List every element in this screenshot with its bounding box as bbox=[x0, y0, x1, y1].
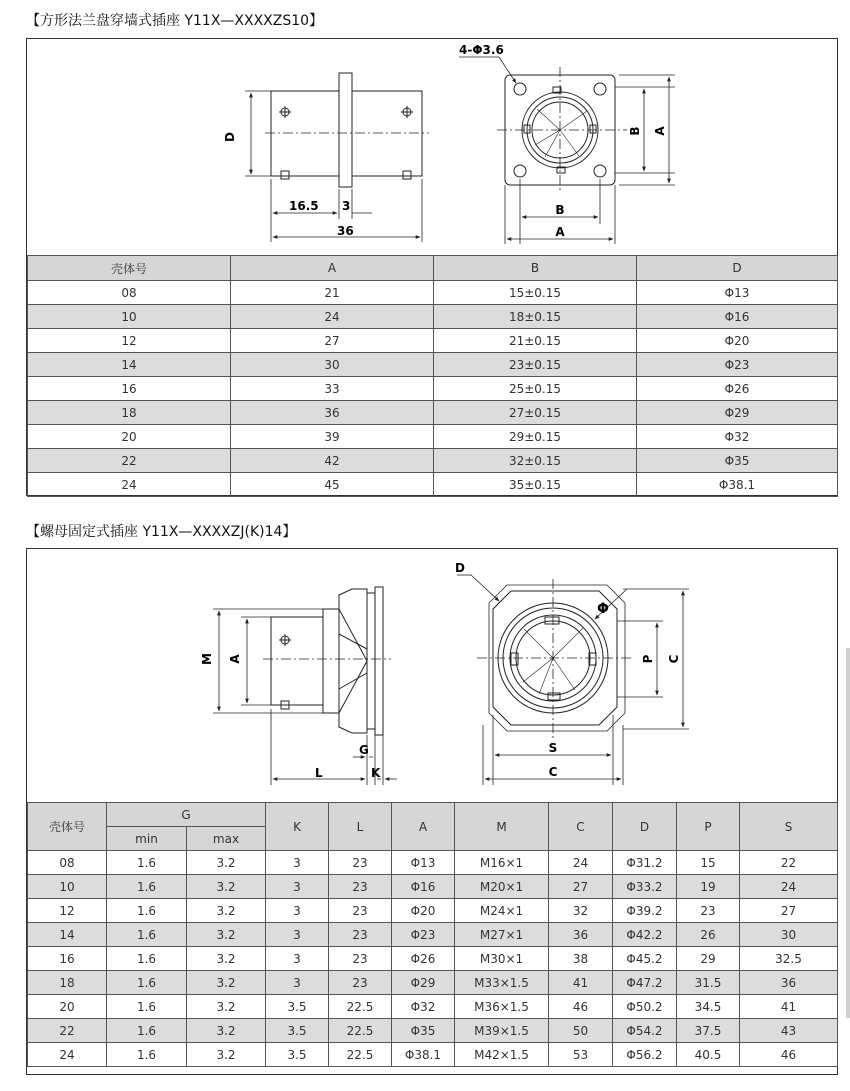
dim-G-label: G bbox=[359, 743, 369, 757]
table-cell: 22.5 bbox=[329, 995, 392, 1019]
nut-side-view bbox=[213, 587, 397, 785]
table-cell: 22 bbox=[28, 449, 231, 473]
table-cell: M30×1 bbox=[455, 947, 549, 971]
table-cell: 22 bbox=[28, 1019, 107, 1043]
table-cell: 32 bbox=[549, 899, 613, 923]
dim-D-label: D bbox=[223, 132, 237, 142]
section1-spec-table bbox=[27, 255, 838, 497]
dim-D2-label: D bbox=[455, 561, 465, 575]
table-cell: 3.2 bbox=[187, 1043, 266, 1067]
table-cell: Φ13 bbox=[637, 281, 838, 305]
col-header-G-max: max bbox=[187, 827, 266, 851]
table-cell: 24 bbox=[28, 473, 231, 497]
table-cell: 1.6 bbox=[107, 1019, 187, 1043]
table-cell: 27 bbox=[740, 899, 838, 923]
col-header-shell: 壳体号 bbox=[28, 256, 231, 281]
table-row bbox=[28, 995, 838, 1019]
table-cell: 37.5 bbox=[677, 1019, 740, 1043]
dim-36-label: 36 bbox=[337, 224, 354, 238]
dim-C-bottom-label: C bbox=[548, 765, 558, 779]
table-cell: 27±0.15 bbox=[434, 401, 637, 425]
table-cell: 20 bbox=[28, 425, 231, 449]
table-cell: 46 bbox=[740, 1043, 838, 1067]
table-cell: 16 bbox=[28, 377, 231, 401]
section2-spec-table bbox=[27, 802, 838, 1067]
table-cell: Φ32 bbox=[392, 995, 455, 1019]
col-header-D2: D bbox=[613, 803, 677, 851]
dim-3-label: 3 bbox=[342, 199, 351, 213]
table-cell: 1.6 bbox=[107, 923, 187, 947]
table-cell: 24 bbox=[549, 851, 613, 875]
dim-P-label: P bbox=[641, 654, 655, 664]
table-cell: 36 bbox=[231, 401, 434, 425]
table-cell: 3 bbox=[266, 947, 329, 971]
table-cell: 30 bbox=[231, 353, 434, 377]
table-cell: Φ13 bbox=[392, 851, 455, 875]
table-cell: Φ29 bbox=[637, 401, 838, 425]
table-cell: 35±0.15 bbox=[434, 473, 637, 497]
table-cell: 30 bbox=[740, 923, 838, 947]
dim-S-label: S bbox=[548, 741, 558, 755]
table-cell: 18±0.15 bbox=[434, 305, 637, 329]
table-cell: Φ35 bbox=[637, 449, 838, 473]
page-scrollbar[interactable] bbox=[846, 648, 850, 1018]
holes-label: 4-Φ3.6 bbox=[459, 43, 504, 57]
table-cell: Φ16 bbox=[392, 875, 455, 899]
table-row bbox=[28, 923, 838, 947]
table-cell: 36 bbox=[740, 971, 838, 995]
table-cell: Φ45.2 bbox=[613, 947, 677, 971]
table-cell: M33×1.5 bbox=[455, 971, 549, 995]
table-cell: 24 bbox=[231, 305, 434, 329]
table-cell: 1.6 bbox=[107, 851, 187, 875]
table-cell: 3.2 bbox=[187, 947, 266, 971]
table-row bbox=[28, 875, 838, 899]
table-row bbox=[28, 1043, 838, 1067]
table-cell: 23±0.15 bbox=[434, 353, 637, 377]
table-cell: M39×1.5 bbox=[455, 1019, 549, 1043]
table-cell: 3.2 bbox=[187, 923, 266, 947]
dim-L-label: L bbox=[315, 766, 323, 780]
table-cell: 1.6 bbox=[107, 971, 187, 995]
table-cell: 3 bbox=[266, 899, 329, 923]
table-cell: 08 bbox=[28, 281, 231, 305]
table-cell: 38 bbox=[549, 947, 613, 971]
table-cell: M20×1 bbox=[455, 875, 549, 899]
table-cell: 27 bbox=[549, 875, 613, 899]
table-cell: 31.5 bbox=[677, 971, 740, 995]
table-cell: 22.5 bbox=[329, 1043, 392, 1067]
table-cell: 3 bbox=[266, 923, 329, 947]
table-cell: 19 bbox=[677, 875, 740, 899]
table-cell: Φ26 bbox=[392, 947, 455, 971]
dim-K-label: K bbox=[371, 766, 381, 780]
dim-M-label: M bbox=[200, 653, 214, 665]
front-view bbox=[459, 57, 675, 244]
table-cell: 43 bbox=[740, 1019, 838, 1043]
dim-A-right-label: A bbox=[653, 126, 667, 136]
table-cell: 23 bbox=[329, 851, 392, 875]
table-cell: 3 bbox=[266, 875, 329, 899]
section1-frame bbox=[26, 38, 838, 496]
table-cell: 3.5 bbox=[266, 1043, 329, 1067]
table-cell: 3.2 bbox=[187, 851, 266, 875]
table-cell: 10 bbox=[28, 305, 231, 329]
table-cell: Φ50.2 bbox=[613, 995, 677, 1019]
table-cell: Φ39.2 bbox=[613, 899, 677, 923]
table-cell: 29±0.15 bbox=[434, 425, 637, 449]
col-header-L: L bbox=[329, 803, 392, 851]
table-row bbox=[28, 425, 838, 449]
table-cell: M36×1.5 bbox=[455, 995, 549, 1019]
col-header-G: G bbox=[107, 803, 266, 827]
col-header-G-min: min bbox=[107, 827, 187, 851]
table-cell: Φ23 bbox=[392, 923, 455, 947]
table-row bbox=[28, 305, 838, 329]
col-header-B: B bbox=[434, 256, 637, 281]
table-cell: 22.5 bbox=[329, 1019, 392, 1043]
col-header-S: S bbox=[740, 803, 838, 851]
table-cell: 53 bbox=[549, 1043, 613, 1067]
table-cell: 3.2 bbox=[187, 1019, 266, 1043]
table-cell: 23 bbox=[329, 875, 392, 899]
table-cell: Φ20 bbox=[392, 899, 455, 923]
table-cell: M42×1.5 bbox=[455, 1043, 549, 1067]
col-header-shell2: 壳体号 bbox=[28, 803, 107, 851]
table-cell: Φ38.1 bbox=[392, 1043, 455, 1067]
table-cell: 32±0.15 bbox=[434, 449, 637, 473]
table-cell: 29 bbox=[677, 947, 740, 971]
table-cell: 23 bbox=[329, 947, 392, 971]
section1-title: 【方形法兰盘穿墙式插座 Y11X—XXXXZS10】 bbox=[26, 13, 324, 29]
table-cell: 34.5 bbox=[677, 995, 740, 1019]
col-header-D: D bbox=[637, 256, 838, 281]
nut-mount-drawing bbox=[27, 549, 837, 801]
table-cell: 50 bbox=[549, 1019, 613, 1043]
nut-front-view bbox=[457, 575, 689, 785]
table-cell: 24 bbox=[740, 875, 838, 899]
table-cell: 33 bbox=[231, 377, 434, 401]
table-cell: 24 bbox=[28, 1043, 107, 1067]
table-cell: 1.6 bbox=[107, 1043, 187, 1067]
table-cell: M24×1 bbox=[455, 899, 549, 923]
table-cell: 45 bbox=[231, 473, 434, 497]
table-cell: Φ20 bbox=[637, 329, 838, 353]
table-cell: 20 bbox=[28, 995, 107, 1019]
col-header-K: K bbox=[266, 803, 329, 851]
table-cell: Φ42.2 bbox=[613, 923, 677, 947]
table-cell: 27 bbox=[231, 329, 434, 353]
table-cell: M16×1 bbox=[455, 851, 549, 875]
side-view bbox=[245, 73, 429, 242]
table-cell: 3.2 bbox=[187, 899, 266, 923]
dim-B-bottom-label: B bbox=[555, 203, 565, 217]
table-cell: 1.6 bbox=[107, 899, 187, 923]
table-cell: 15±0.15 bbox=[434, 281, 637, 305]
table-row bbox=[28, 377, 838, 401]
col-header-C: C bbox=[549, 803, 613, 851]
section2-title: 【螺母固定式插座 Y11X—XXXXZJ(K)14】 bbox=[26, 524, 297, 540]
phi-mark: Φ bbox=[597, 601, 609, 617]
table-row bbox=[28, 899, 838, 923]
table-cell: 26 bbox=[677, 923, 740, 947]
table-cell: 16 bbox=[28, 947, 107, 971]
table-cell: Φ26 bbox=[637, 377, 838, 401]
table-cell: Φ35 bbox=[392, 1019, 455, 1043]
table-cell: 10 bbox=[28, 875, 107, 899]
table-cell: 12 bbox=[28, 899, 107, 923]
table-cell: 14 bbox=[28, 353, 231, 377]
dim-B-right-label: B bbox=[628, 126, 642, 136]
table-cell: 3 bbox=[266, 851, 329, 875]
table-cell: 21±0.15 bbox=[434, 329, 637, 353]
table-row bbox=[28, 947, 838, 971]
table-row bbox=[28, 353, 838, 377]
table-cell: 3.2 bbox=[187, 995, 266, 1019]
table-cell: 1.6 bbox=[107, 947, 187, 971]
table-cell: 1.6 bbox=[107, 875, 187, 899]
table-cell: 3 bbox=[266, 971, 329, 995]
table-cell: 21 bbox=[231, 281, 434, 305]
dim-A-bottom-label: A bbox=[555, 225, 565, 239]
table-row bbox=[28, 851, 838, 875]
table-cell: Φ23 bbox=[637, 353, 838, 377]
table-cell: 3.2 bbox=[187, 971, 266, 995]
table-cell: 23 bbox=[329, 923, 392, 947]
table-cell: Φ31.2 bbox=[613, 851, 677, 875]
table-cell: 1.6 bbox=[107, 995, 187, 1019]
table-cell: M27×1 bbox=[455, 923, 549, 947]
table-cell: Φ16 bbox=[637, 305, 838, 329]
table-row bbox=[28, 329, 838, 353]
table-row bbox=[28, 971, 838, 995]
col-header-M: M bbox=[455, 803, 549, 851]
table-cell: Φ29 bbox=[392, 971, 455, 995]
table-cell: 40.5 bbox=[677, 1043, 740, 1067]
col-header-A: A bbox=[231, 256, 434, 281]
table-cell: 23 bbox=[329, 971, 392, 995]
dim-16-5-label: 16.5 bbox=[289, 199, 319, 213]
table-cell: 23 bbox=[329, 899, 392, 923]
dim-A2-label: A bbox=[228, 654, 242, 664]
table-cell: Φ38.1 bbox=[637, 473, 838, 497]
table-cell: 41 bbox=[549, 971, 613, 995]
table-row bbox=[28, 473, 838, 497]
table-cell: 12 bbox=[28, 329, 231, 353]
table-row bbox=[28, 449, 838, 473]
table-cell: 18 bbox=[28, 971, 107, 995]
table-cell: Φ33.2 bbox=[613, 875, 677, 899]
table-cell: 36 bbox=[549, 923, 613, 947]
table-cell: 18 bbox=[28, 401, 231, 425]
table-cell: Φ47.2 bbox=[613, 971, 677, 995]
table-cell: Φ54.2 bbox=[613, 1019, 677, 1043]
col-header-A2: A bbox=[392, 803, 455, 851]
table-cell: 39 bbox=[231, 425, 434, 449]
table-cell: 22 bbox=[740, 851, 838, 875]
table-cell: 3.5 bbox=[266, 995, 329, 1019]
square-flange-drawing bbox=[27, 39, 837, 255]
table-cell: 41 bbox=[740, 995, 838, 1019]
table-row bbox=[28, 1019, 838, 1043]
table-cell: Φ32 bbox=[637, 425, 838, 449]
table-cell: 14 bbox=[28, 923, 107, 947]
table-cell: 23 bbox=[677, 899, 740, 923]
section2-frame bbox=[26, 548, 838, 1075]
table-cell: 15 bbox=[677, 851, 740, 875]
table-cell: 42 bbox=[231, 449, 434, 473]
table-cell: 46 bbox=[549, 995, 613, 1019]
table-cell: 08 bbox=[28, 851, 107, 875]
table-cell: 3.5 bbox=[266, 1019, 329, 1043]
col-header-P: P bbox=[677, 803, 740, 851]
dim-C-right-label: C bbox=[667, 654, 681, 664]
table-row bbox=[28, 281, 838, 305]
table-cell: 3.2 bbox=[187, 875, 266, 899]
table-row bbox=[28, 401, 838, 425]
table-cell: 25±0.15 bbox=[434, 377, 637, 401]
table-cell: 32.5 bbox=[740, 947, 838, 971]
table-cell: Φ56.2 bbox=[613, 1043, 677, 1067]
